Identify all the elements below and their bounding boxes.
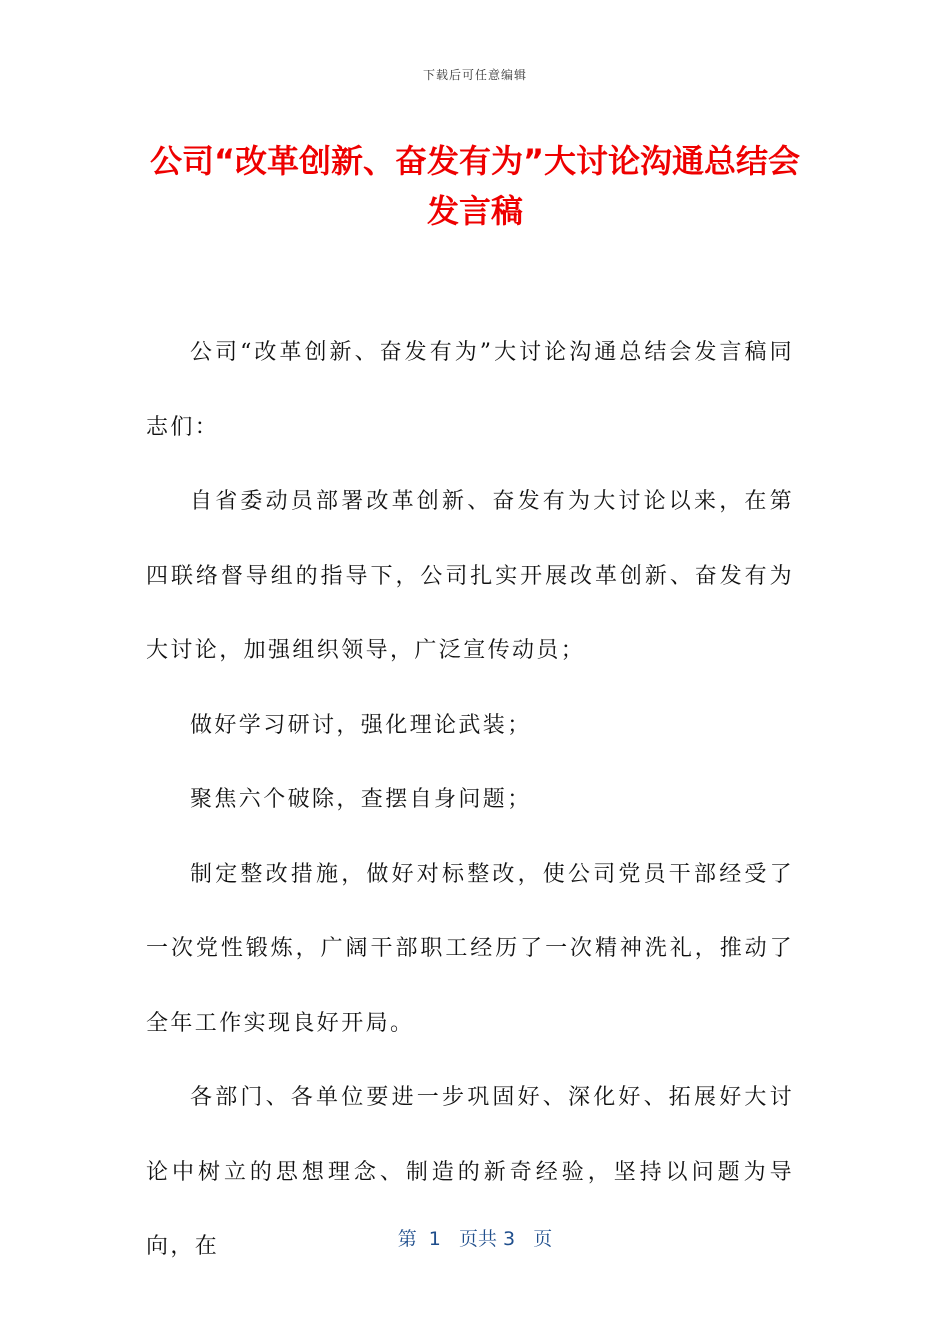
paragraph: 聚焦六个破除，查摆自身问题； — [190, 787, 532, 812]
document-title: 公司“改革创新、奋发有为”大讨论沟通总结会发言稿 — [149, 142, 801, 230]
paragraph: 做好学习研讨，强化理论武装； — [190, 712, 532, 738]
document-body — [146, 316, 794, 1285]
paragraph: 各部门、各单位要进一步巩固好、深化好、拓展好大讨论中树立的思想理念、制造的新奇经验，坚持以问题为导向，在 — [146, 1085, 794, 1259]
paragraph: 制定整改措施，做好对标整改，使公司党员干部经受了一次党性锻炼，广阔干部职工经历了一次精神洗礼，推动了全年工作实现良好开局。 — [146, 861, 794, 1036]
paragraph: 公司“改革创新、奋发有为”大讨论沟通总结会发言稿同志们： — [146, 340, 794, 440]
page-number: 第 1 页共 3 页 — [397, 1228, 553, 1250]
paragraph: 自省委动员部署改革创新、奋发有为大讨论以来，在第四联络督导组的指导下，公司扎实开展改革创新、奋发有为大讨论，加强组织领导，广泛宣传动员； — [146, 489, 794, 663]
header-note: 下载后可任意编辑 — [422, 68, 527, 82]
